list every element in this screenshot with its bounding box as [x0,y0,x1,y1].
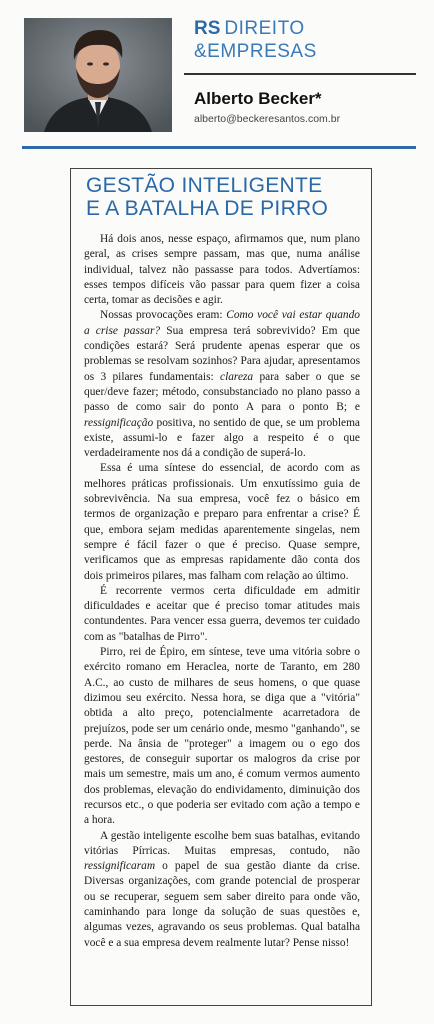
text-run: Pirro, rei de Épiro, em síntese, teve uma vitória sobre o exército romano em Heraclea, norte de Taranto, em 280 A.C., ao custo de milhares de seus homens, o que quase dizimou seu exército. Nessa hora, se diga que a "vitória" obtida a alto preço, potencialmente acarretadora de prejuízos, pode ser um cenário onde, mesmo "ganhando", se perde. Na ânsia de "proteger" a imagem ou o ego dos gestores, de conseguir suportar os malogros da crise por mais um semestre, mais um ano, é comum vermos aumento dos problemas, elevação do endividamento, diminuição dos recursos etc., o que poderia ser evitado com ação a tempo e a hora. [84,646,360,827]
text-run: É recorrente vermos certa dificuldade em admitir dificuldades e aceitar que é preciso tomar atitudes mais contundentes. Para vencer essa guerra, devemos ter cuidado com as "batalhas de Pirro". [84,584,360,643]
author-name: Alberto Becker* [194,89,322,108]
text-run: Sua empresa terá sobrevivido? Em que condições estará? Será prudente apenas esperar que os problemas se resolvam sozinhos? Para ajudar, apresentamos os 3 pilares fundamentais: [84,324,360,383]
article-paragraph [84,829,360,951]
article-title [86,174,366,220]
section-line-1: DIREITO [224,18,305,39]
header-divider [184,73,416,75]
article-body [84,232,360,951]
header-accent-bar [22,146,416,149]
author-photo [24,18,172,132]
author-portrait-image [24,18,172,132]
article-paragraph [84,232,360,308]
italic-run: ressignificaram [84,860,156,873]
italic-run: Como você vai estar quando a crise passar? [84,309,360,337]
text-run: positiva, no sentido de que, se um problema existe, assumi-lo e fazer algo a respeito é o que verdadeiramente nos dá a condição de superá-lo. [84,416,360,460]
author-email: alberto@beckeresantos.com.br [194,113,341,125]
italic-run: ressignificação [84,416,154,429]
article-paragraph [84,461,360,583]
article-title-line-2: E A BATALHA DE PIRRO [86,197,329,220]
text-run: Essa é uma síntese do essencial, de acordo com as melhores práticas profissionais. Um enxutíssimo guia de sobrevivência. Na sua empresa, você fez o básico em termos de organização e preparo para enfrentar a crise? É que, embora sejam medidas aparentemente singelas, nem sempre é fácil fazer o que é preciso. Quase sempre, verificamos que as empresas rapidamente dão conta dos dois primeiros pilares, mas falham com relação ao último. [84,462,360,582]
section-line-2: &EMPRESAS [194,41,317,62]
article-paragraph [84,308,360,461]
italic-run: clareza [220,370,254,383]
text-run: Nossas provocações eram: [100,309,227,322]
column-header [0,0,434,150]
article-title-line-1: GESTÃO INTELIGENTE [86,174,323,197]
article-paragraph [84,584,360,645]
text-run: A gestão inteligente escolhe bem suas batalhas, evitando vitórias Pírricas. Muitas empresas, contudo, não [84,829,360,857]
section-rs: RS [194,18,221,39]
column-section-title [194,18,305,39]
text-run: para saber o que se quer/deve fazer; método, consubstanciado no plano passo a passo de como sair do ponto A para o ponto B; e [84,370,360,414]
text-run: Há dois anos, nesse espaço, afirmamos que, num plano geral, as crises sempre passam, mas que, numa análise individual, talvez não passasse para todos. Advertíamos: esses tempos difíceis vão passar para quem fizer a coisa certa, tomar as decisões e agir. [84,233,360,307]
text-run: o papel de sua gestão diante da crise. Diversas organizações, com grande potencial de prosperar ou se recuperar, seguem sem saber direito para onde vão, caminhando para longe da solução de suas questões e, algumas vezes, agravando os seus problemas. Qual batalha você e a sua empresa devem realmente lutar? Pense nisso! [84,860,360,949]
article-paragraph [84,645,360,829]
